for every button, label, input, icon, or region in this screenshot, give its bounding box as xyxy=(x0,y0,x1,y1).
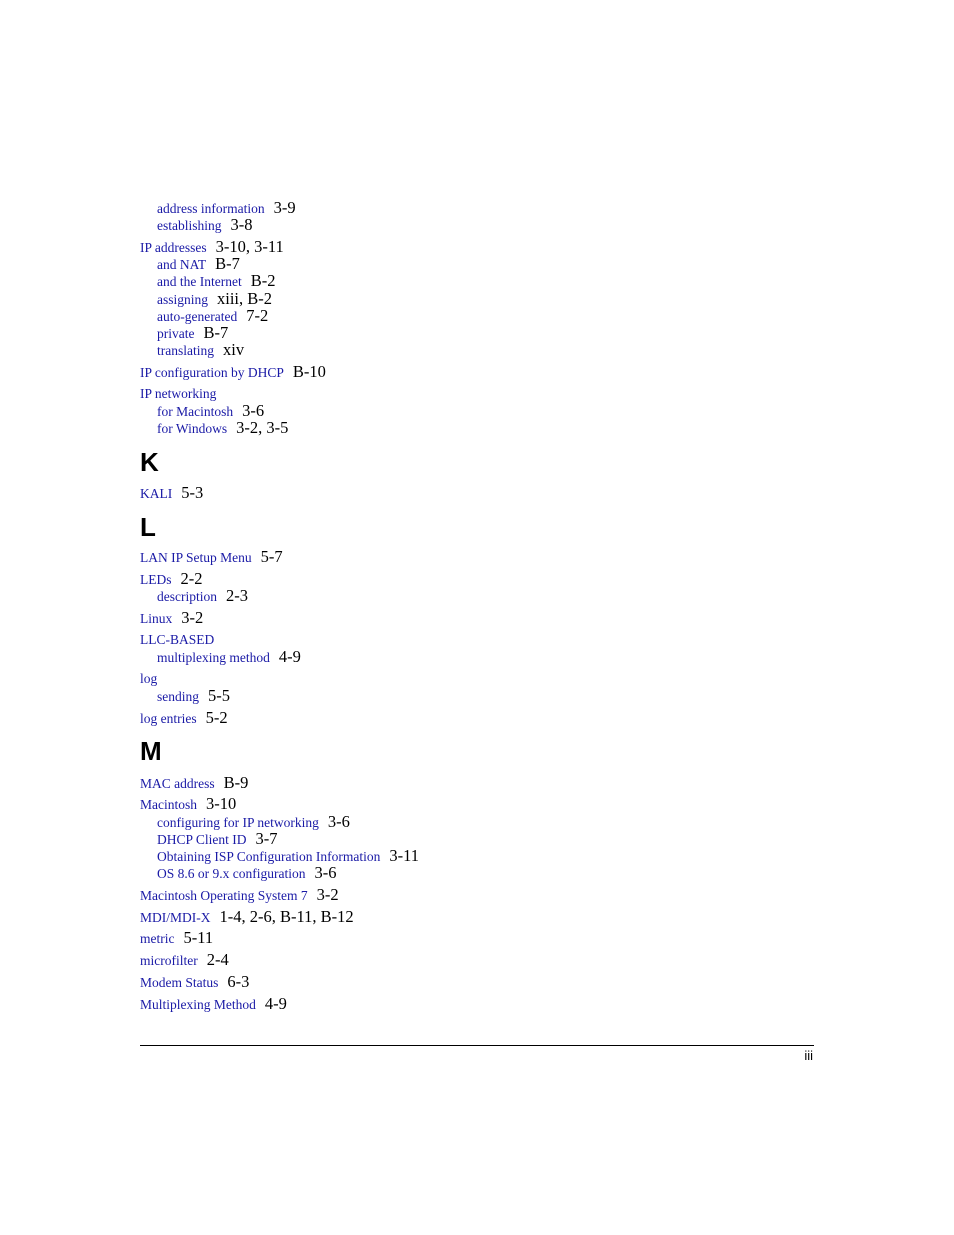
page-reference: 2-2 xyxy=(180,569,203,588)
page-reference: 1-4, 2-6, B-11, B-12 xyxy=(219,907,354,926)
index-subentry xyxy=(157,831,278,848)
page-reference: 2-4 xyxy=(206,950,229,969)
index-term-link[interactable]: IP networking xyxy=(140,386,217,401)
index-subentry xyxy=(157,588,248,605)
index-term-link[interactable]: OS 8.6 or 9.x configuration xyxy=(157,866,306,881)
page-reference: 3-11 xyxy=(389,846,419,865)
index-term-link[interactable]: metric xyxy=(140,931,175,946)
index-subentry xyxy=(157,865,336,882)
index-subentry xyxy=(157,814,350,831)
index-term-link[interactable]: Macintosh Operating System 7 xyxy=(140,888,308,903)
index-entry xyxy=(140,996,287,1013)
index-subentry xyxy=(157,325,228,342)
index-term-link[interactable]: IP addresses xyxy=(140,240,207,255)
page-reference: B-7 xyxy=(203,323,229,342)
index-term-link[interactable]: and the Internet xyxy=(157,274,242,289)
page-reference: 4-9 xyxy=(278,647,301,666)
index-term-link[interactable]: address information xyxy=(157,201,265,216)
index-term-link[interactable]: MAC address xyxy=(140,776,215,791)
index-subentry xyxy=(157,256,240,273)
index-entry xyxy=(140,909,354,926)
index-entry xyxy=(140,610,203,627)
index-entry xyxy=(140,549,283,566)
index-subentry xyxy=(157,649,301,666)
page-reference: xiii, B-2 xyxy=(217,289,273,308)
index-term-link[interactable]: establishing xyxy=(157,218,222,233)
page-reference: xiv xyxy=(223,340,245,359)
index-term-link[interactable]: for Windows xyxy=(157,421,228,436)
index-term-link[interactable]: multiplexing method xyxy=(157,650,270,665)
page-reference: 5-3 xyxy=(181,483,204,502)
page-reference: 3-10 xyxy=(206,794,237,813)
index-term-link[interactable]: MDI/MDI-X xyxy=(140,910,211,925)
page-reference: 3-6 xyxy=(327,812,350,831)
index-term-link[interactable]: LLC-BASED xyxy=(140,632,215,647)
index-entry xyxy=(140,386,216,402)
index-entry xyxy=(140,775,248,792)
index-term-link[interactable]: sending xyxy=(157,689,199,704)
page-reference: B-10 xyxy=(292,362,326,381)
index-term-link[interactable]: log xyxy=(140,671,158,686)
index-term-link[interactable]: DHCP Client ID xyxy=(157,832,247,847)
index-term-link[interactable]: and NAT xyxy=(157,257,207,272)
index-entry xyxy=(140,632,214,648)
page-reference: 3-6 xyxy=(242,401,265,420)
index-term-link[interactable]: log entries xyxy=(140,711,197,726)
index-term-link[interactable]: IP configuration by DHCP xyxy=(140,365,284,380)
index-term-link[interactable]: for Macintosh xyxy=(157,404,234,419)
index-subentry xyxy=(157,200,296,217)
page-reference: 6-3 xyxy=(227,972,250,991)
index-term-link[interactable]: auto-generated xyxy=(157,309,238,324)
page-reference: 5-7 xyxy=(260,547,283,566)
index-term-link[interactable]: configuring for IP networking xyxy=(157,815,319,830)
index-entry xyxy=(140,952,229,969)
index-subentry xyxy=(157,848,419,865)
page-reference: B-9 xyxy=(223,773,249,792)
page-reference: 5-11 xyxy=(183,928,214,947)
index-subentry xyxy=(157,273,275,290)
index-entry xyxy=(140,710,228,727)
index-entry xyxy=(140,796,236,813)
page-reference: 7-2 xyxy=(246,306,269,325)
page-reference: 3-2, 3-5 xyxy=(236,418,289,437)
index-term-link[interactable]: Obtaining ISP Configuration Information xyxy=(157,849,381,864)
index-entry xyxy=(140,239,284,256)
section-letter-l: L xyxy=(140,512,156,542)
section-letter-m: M xyxy=(140,736,162,766)
page-reference: 3-6 xyxy=(314,863,337,882)
index-term-link[interactable]: LEDs xyxy=(140,572,172,587)
index-term-link[interactable]: KALI xyxy=(140,486,173,501)
page-reference: 3-7 xyxy=(255,829,278,848)
index-entry xyxy=(140,671,157,687)
index-term-link[interactable]: Modem Status xyxy=(140,975,219,990)
index-subentry xyxy=(157,217,253,234)
index-term-link[interactable]: microfilter xyxy=(140,953,198,968)
index-term-link[interactable]: description xyxy=(157,589,217,604)
page-reference: B-7 xyxy=(215,254,240,273)
index-entry xyxy=(140,887,339,904)
index-term-link[interactable]: Linux xyxy=(140,611,173,626)
index-term-link[interactable]: LAN IP Setup Menu xyxy=(140,550,252,565)
index-subentry xyxy=(157,688,230,705)
index-term-link[interactable]: private xyxy=(157,326,195,341)
index-subentry xyxy=(157,420,288,437)
page-number: iii xyxy=(804,1048,813,1063)
page-reference: 3-2 xyxy=(181,608,204,627)
page-reference: 5-5 xyxy=(208,686,230,705)
page-reference: 2-3 xyxy=(226,586,248,605)
page-reference: 3-9 xyxy=(273,198,296,217)
page-reference: 3-8 xyxy=(230,215,253,234)
index-entry xyxy=(140,485,203,502)
index-term-link[interactable]: Multiplexing Method xyxy=(140,997,256,1012)
index-term-link[interactable]: translating xyxy=(157,343,214,358)
section-letter-k: K xyxy=(140,447,159,477)
page-reference: 4-9 xyxy=(264,994,287,1013)
index-term-link[interactable]: Macintosh xyxy=(140,797,197,812)
page-reference: 5-2 xyxy=(205,708,228,727)
page-reference: 3-10, 3-11 xyxy=(215,237,284,256)
index-entry xyxy=(140,930,213,947)
index-subentry xyxy=(157,342,244,359)
page-reference: 3-2 xyxy=(316,885,339,904)
index-entry xyxy=(140,571,203,588)
index-entry xyxy=(140,974,249,991)
index-entry xyxy=(140,364,326,381)
page-reference: B-2 xyxy=(250,271,276,290)
index-term-link[interactable]: assigning xyxy=(157,292,209,307)
footer-rule xyxy=(140,1045,814,1046)
